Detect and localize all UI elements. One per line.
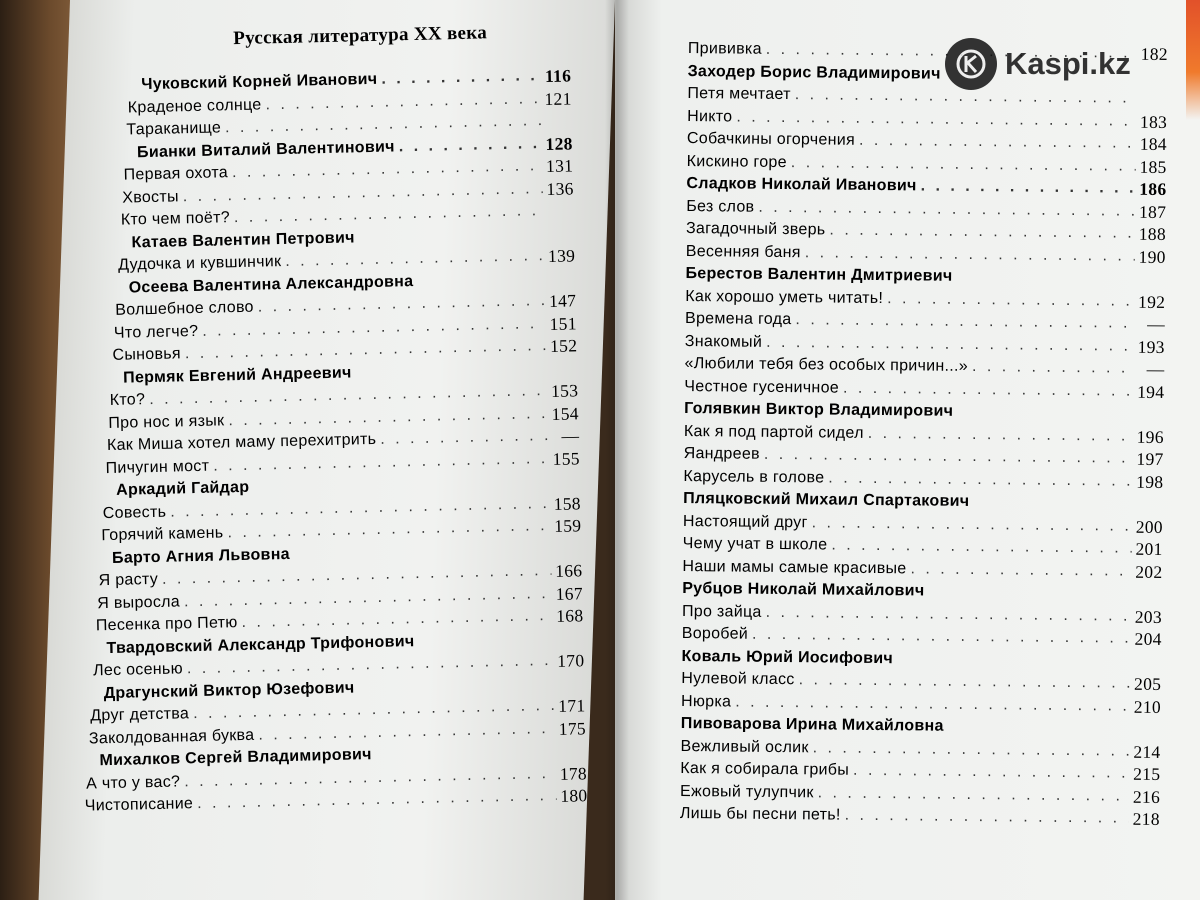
dot-leader [920, 175, 1135, 200]
page-number: — [1146, 358, 1165, 380]
work-title: «Любили тебя без особых причин...» [684, 354, 969, 375]
author-name: Рубцов Николай Михайлович [682, 579, 925, 600]
page-number: 136 [546, 177, 574, 199]
page-number: 139 [547, 245, 576, 266]
author-name: Заходер Борис Владимирович [687, 62, 941, 83]
work-title: Первая охота [123, 164, 229, 184]
work-title: Чистописание [84, 795, 194, 815]
work-title: Прививка [687, 39, 762, 58]
work-title: Про зайца [681, 602, 762, 621]
work-title: Совесть [102, 503, 167, 522]
page-number: 210 [1133, 696, 1162, 717]
page-number: 184 [1139, 133, 1168, 155]
work-title: Чему учат в школе [682, 534, 828, 554]
page-number: 170 [557, 650, 585, 671]
work-title: Собачкины огорчения [686, 129, 856, 149]
author-name: Коваль Юрий Иосифович [681, 647, 894, 667]
page-number: 201 [1135, 538, 1163, 559]
work-title: Вежливый ослик [680, 737, 809, 756]
author-name: Михалков Сергей Владимирович [99, 746, 372, 770]
page-number: 188 [1138, 223, 1167, 245]
dot-leader [398, 133, 541, 159]
work-title: Заколдованная буква [88, 726, 255, 748]
dot-leader [829, 219, 1135, 245]
work-title: Горячий камень [101, 524, 224, 545]
work-title: Тараканище [126, 119, 222, 139]
work-title: Лишь бы песни петь! [679, 804, 841, 824]
page-number: 171 [558, 695, 586, 716]
page-number: 204 [1134, 628, 1162, 649]
work-title: Как Миша хотел маму перехитрить [106, 430, 377, 455]
page-number: 198 [1136, 471, 1164, 492]
page-number: 214 [1133, 741, 1161, 762]
author-name: Аркадий Гайдар [116, 478, 250, 499]
page-number: 202 [1135, 561, 1163, 582]
work-title: А что у вас? [85, 772, 181, 793]
author-name: Барто Агния Львовна [111, 545, 291, 567]
page-number: 158 [553, 492, 582, 514]
author-name: Осеева Валентина Александровна [128, 272, 414, 297]
left-toc-rows [61, 64, 588, 818]
work-title: Настоящий друг [682, 512, 808, 531]
page-number: 167 [555, 582, 584, 604]
work-title: Волшебное слово [115, 298, 254, 319]
page-number: — [561, 425, 580, 446]
page-number: 197 [1136, 448, 1164, 470]
dot-leader [845, 805, 1129, 830]
author-name: Сладков Николай Иванович [686, 174, 917, 195]
page-number: 187 [1138, 201, 1167, 222]
page-number: 186 [1139, 178, 1167, 200]
work-title: Что легче? [113, 322, 199, 342]
work-title: Хвосты [122, 187, 179, 207]
page-number: 215 [1133, 763, 1161, 784]
dot-leader [843, 377, 1133, 403]
work-title: Времена года [684, 309, 792, 329]
work-title: Загадочный зверь [685, 219, 826, 239]
work-title: Без слов [686, 197, 755, 216]
work-title: Кискино горе [686, 152, 787, 171]
work-title: Петя мечтает [687, 84, 791, 104]
dot-leader [828, 467, 1132, 493]
dot-leader [813, 737, 1130, 763]
page-number: 155 [552, 447, 581, 469]
kaspi-watermark [945, 38, 1131, 90]
work-title: Воробей [681, 624, 749, 643]
author-name: Пивоварова Ирина Михайловна [680, 714, 944, 735]
work-title: Наши мамы самые красивые [682, 557, 907, 577]
section-title: Русская литература XX века [233, 22, 488, 50]
page-number: 116 [544, 65, 572, 87]
page-number: 168 [555, 605, 584, 626]
dot-leader [910, 558, 1131, 583]
dot-leader [887, 288, 1134, 313]
work-title: Кто? [109, 391, 146, 409]
page-number: 131 [545, 155, 574, 177]
work-title: Лес осенью [92, 660, 184, 680]
page-number: 200 [1135, 516, 1164, 537]
page-number: 196 [1136, 426, 1164, 447]
page-number: 166 [554, 560, 583, 581]
work-title: Кто чем поёт? [120, 209, 231, 229]
page-number: 192 [1138, 291, 1166, 312]
dot-leader [868, 422, 1133, 447]
orange-corner [1186, 0, 1200, 120]
page-number: 218 [1132, 808, 1160, 829]
right-toc [680, 38, 1168, 830]
dot-leader [972, 356, 1135, 380]
page-number: 152 [549, 335, 578, 356]
kaspi-logo-icon [945, 38, 997, 90]
work-title: Дудочка и кувшинчик [117, 253, 282, 274]
work-title: Честное гусеничное [684, 377, 840, 397]
dot-leader [818, 782, 1129, 808]
work-title: Нулевой класс [681, 669, 795, 689]
work-title: Песенка про Петю [95, 614, 238, 635]
author-name: Берестов Валентин Дмитриевич [685, 264, 953, 285]
work-title: Как хорошо уметь читать! [685, 287, 884, 307]
watermark-text: Kaspi.kz [1005, 46, 1131, 81]
author-name: Пляцковский Михаил Спартакович [683, 489, 970, 510]
dot-leader [859, 130, 1136, 155]
work-title: Про нос и язык [108, 411, 225, 432]
work-title: Пичугин мост [105, 457, 210, 477]
work-title: Ежовый тулупчик [680, 782, 814, 801]
author-name: Бианки Виталий Валентинович [136, 137, 395, 161]
page-number: 183 [1139, 111, 1168, 132]
page-number: 193 [1137, 336, 1165, 357]
right-toc-rows [680, 38, 1168, 830]
page-number: 203 [1134, 606, 1163, 627]
page-number: 147 [548, 290, 577, 311]
work-title: Нюрка [680, 692, 732, 710]
page-number: 128 [545, 132, 573, 154]
dot-leader [853, 760, 1129, 785]
page-number: 182 [1140, 43, 1168, 65]
page-number: 180 [560, 785, 588, 806]
work-title: Весенняя баня [685, 242, 801, 261]
work-title: Яандреев [683, 444, 760, 463]
page-number: 185 [1139, 156, 1167, 177]
page-number: 153 [550, 380, 579, 401]
author-name: Пермяк Евгений Андреевич [122, 363, 352, 387]
work-title: Я выросла [97, 592, 181, 612]
page-number: 154 [551, 402, 580, 424]
page-number: 178 [559, 762, 588, 784]
work-title: Как я под партой сидел [683, 422, 864, 442]
author-name: Твардовский Александр Трифонович [106, 632, 415, 657]
left-toc [60, 20, 588, 818]
author-name: Чуковский Корней Иванович [141, 70, 378, 94]
work-title: Я расту [98, 570, 159, 590]
page-number: 121 [544, 87, 572, 109]
page-number: 151 [549, 312, 577, 334]
book-gutter [605, 0, 629, 900]
dot-leader [831, 535, 1131, 561]
work-title: Знакомый [684, 332, 763, 351]
page-number: — [1147, 313, 1166, 335]
work-title: Как я собирала грибы [680, 759, 850, 779]
page-number: 190 [1138, 246, 1166, 267]
work-title: Сыновья [112, 345, 182, 364]
page-number: 194 [1137, 381, 1165, 402]
page-number: 159 [553, 515, 582, 536]
dot-leader [812, 512, 1132, 538]
work-title: Краденое солнце [127, 95, 262, 116]
author-name: Катаев Валентин Петрович [131, 228, 355, 251]
author-name: Голявкин Виктор Владимирович [684, 399, 954, 420]
author-name: Драгунский Виктор Юзефович [103, 678, 355, 702]
work-title: Друг детства [90, 705, 190, 725]
work-title: Никто [687, 107, 733, 125]
page-number: 205 [1134, 673, 1162, 694]
work-title: Карусель в голове [683, 467, 825, 486]
page-number: 175 [558, 717, 587, 739]
page-number: 216 [1132, 786, 1161, 807]
